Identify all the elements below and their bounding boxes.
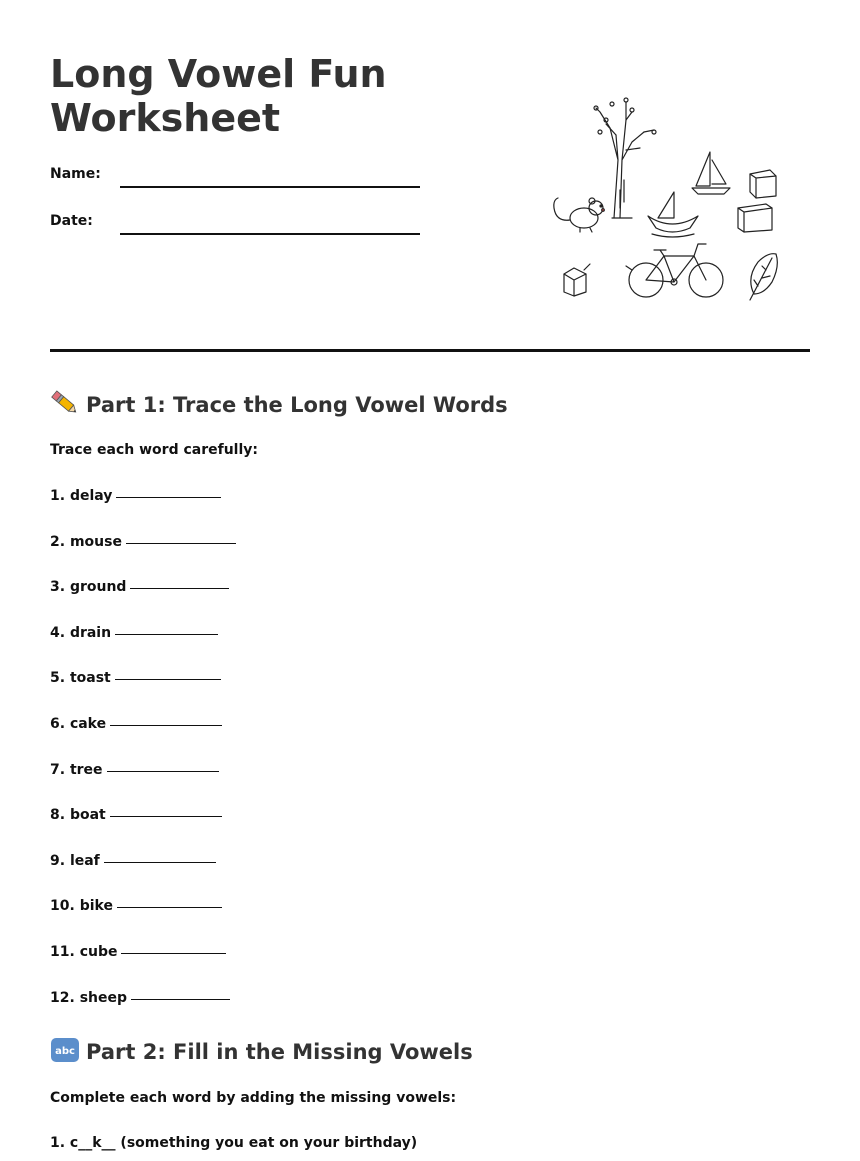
part2-title: Part 2: Fill in the Missing Vowels bbox=[86, 1040, 473, 1064]
trace-blank-line[interactable] bbox=[131, 999, 230, 1000]
trace-blank-line[interactable] bbox=[115, 679, 221, 680]
date-field-line bbox=[120, 233, 420, 235]
fill-vowel-question: 1. c__k__ (something you eat on your birthday) bbox=[50, 1135, 418, 1151]
trace-word: mouse bbox=[69, 534, 122, 550]
trace-word: cube bbox=[79, 944, 118, 960]
name-label: Name: bbox=[50, 166, 101, 182]
item-number: 7. bbox=[50, 762, 66, 778]
cube-icon bbox=[738, 204, 772, 232]
trace-blank-line[interactable] bbox=[104, 862, 216, 863]
trace-word-item bbox=[50, 625, 218, 641]
date-label: Date: bbox=[50, 213, 93, 229]
trace-word: sheep bbox=[79, 990, 127, 1006]
cube-icon bbox=[750, 170, 776, 198]
trace-word-item bbox=[50, 716, 222, 732]
trace-word: boat bbox=[69, 807, 106, 823]
trace-word-item bbox=[50, 898, 222, 914]
item-number: 4. bbox=[50, 625, 66, 641]
cube-icon bbox=[564, 264, 590, 296]
trace-word-item bbox=[50, 579, 229, 595]
part1-instruction: Trace each word carefully: bbox=[50, 442, 258, 458]
trace-word-item bbox=[50, 488, 221, 504]
bicycle-icon bbox=[626, 244, 723, 297]
trace-word: delay bbox=[69, 488, 113, 504]
item-number: 9. bbox=[50, 853, 66, 869]
leaf-icon bbox=[750, 254, 777, 300]
item-number: 12. bbox=[50, 990, 75, 1006]
trace-word: cake bbox=[69, 716, 107, 732]
trace-blank-line[interactable] bbox=[130, 588, 229, 589]
item-number: 3. bbox=[50, 579, 66, 595]
tree-icon bbox=[594, 98, 656, 218]
mouse-icon bbox=[554, 198, 604, 232]
abc-icon bbox=[50, 1037, 80, 1063]
part2-instruction: Complete each word by adding the missing vowels: bbox=[50, 1090, 457, 1106]
svg-text:abc: abc bbox=[55, 1046, 75, 1057]
boat-icon bbox=[648, 192, 698, 237]
trace-blank-line[interactable] bbox=[121, 953, 226, 954]
trace-blank-line[interactable] bbox=[126, 543, 236, 544]
trace-blank-line[interactable] bbox=[115, 634, 218, 635]
trace-word-item bbox=[50, 534, 236, 550]
page-title: Long Vowel Fun Worksheet bbox=[50, 52, 387, 140]
trace-word: leaf bbox=[69, 853, 100, 869]
trace-word: drain bbox=[69, 625, 112, 641]
trace-blank-line[interactable] bbox=[107, 771, 219, 772]
trace-word-item bbox=[50, 944, 226, 960]
item-number: 2. bbox=[50, 534, 66, 550]
trace-word: bike bbox=[79, 898, 113, 914]
trace-word-item bbox=[50, 990, 230, 1006]
trace-word: tree bbox=[69, 762, 103, 778]
item-number: 6. bbox=[50, 716, 66, 732]
trace-word: ground bbox=[69, 579, 127, 595]
trace-word-item bbox=[50, 670, 221, 686]
trace-word: toast bbox=[69, 670, 111, 686]
item-number: 10. bbox=[50, 898, 75, 914]
clipart-illustration bbox=[540, 90, 800, 310]
trace-blank-line[interactable] bbox=[110, 816, 222, 817]
sailboat-icon bbox=[692, 152, 730, 194]
item-number: 11. bbox=[50, 944, 75, 960]
item-number: 5. bbox=[50, 670, 66, 686]
trace-word-item bbox=[50, 807, 222, 823]
item-number: 8. bbox=[50, 807, 66, 823]
trace-word-item bbox=[50, 853, 216, 869]
item-number: 1. bbox=[50, 488, 66, 504]
header-divider bbox=[50, 349, 810, 352]
name-field-line bbox=[120, 186, 420, 188]
part2-heading bbox=[50, 1037, 473, 1064]
part1-title: Part 1: Trace the Long Vowel Words bbox=[86, 393, 508, 417]
pencil-icon bbox=[50, 390, 80, 416]
trace-blank-line[interactable] bbox=[116, 497, 221, 498]
part1-heading bbox=[50, 390, 508, 417]
trace-blank-line[interactable] bbox=[110, 725, 222, 726]
trace-word-item bbox=[50, 762, 219, 778]
trace-blank-line[interactable] bbox=[117, 907, 222, 908]
